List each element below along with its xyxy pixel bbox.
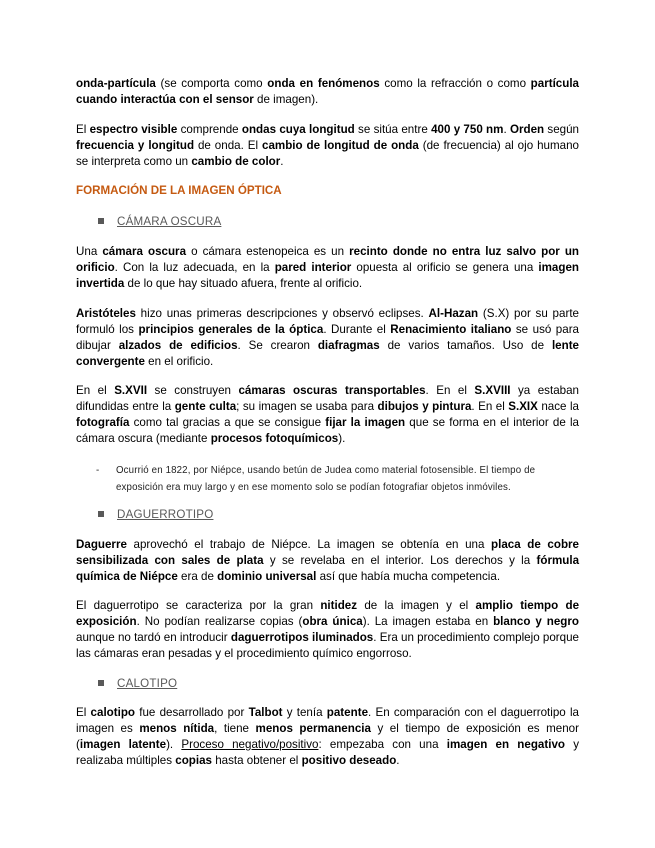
paragraph-aristoteles: [76, 306, 579, 370]
bold-text-run: alzados de edificios: [118, 339, 238, 352]
text-run: ).: [338, 432, 346, 445]
text-run: opuesta al orificio se genera una: [351, 261, 539, 274]
text-run: . En el: [471, 400, 509, 413]
text-run: ). La imagen estaba en: [362, 615, 494, 628]
text-run: hasta obtener el: [211, 754, 302, 767]
bold-text-run: cámara oscura: [102, 245, 187, 258]
dash-bullet: -: [96, 465, 100, 476]
text-run: , tiene: [214, 722, 256, 735]
bold-text-run: Aristóteles: [76, 307, 136, 320]
text-run: . En comparación con el daguerrotipo la imagen es: [76, 706, 579, 735]
bold-text-run: S.XVIII: [474, 384, 511, 397]
text-run: . Era un procedimiento complejo porque las cámaras eran pesadas y el procedimiento químico engorroso.: [76, 631, 579, 660]
text-run: . En el: [425, 384, 475, 397]
paragraph-siglos: [76, 383, 579, 447]
paragraph-daguerrotipo-caracteristicas: [76, 598, 579, 662]
text-run: fue desarrollado por: [135, 706, 249, 719]
text-run: se construyen: [147, 384, 239, 397]
paragraph-onda-particula: [76, 76, 579, 108]
bold-text-run: fórmula química de Niépce: [76, 554, 580, 583]
bold-text-run: gente culta: [174, 400, 237, 413]
bold-text-run: positivo deseado: [301, 754, 397, 767]
text-run: según: [544, 123, 579, 136]
bold-text-run: espectro visible: [89, 123, 178, 136]
text-run: .: [503, 123, 510, 136]
bold-text-run: imagen invertida: [76, 261, 579, 290]
text-run: En el: [76, 384, 115, 397]
text-run: se sitúa entre: [354, 123, 432, 136]
bold-text-run: menos nítida: [139, 722, 215, 735]
text-run: Una: [76, 245, 103, 258]
bold-text-run: Renacimiento italiano: [390, 323, 512, 336]
subheading-label: CALOTIPO: [117, 677, 178, 690]
square-bullet-icon: [98, 680, 104, 686]
text-run: .: [280, 155, 284, 168]
text-run: ya estaban difundidas entre la: [76, 384, 579, 413]
bold-text-run: fotografía: [76, 416, 130, 429]
bold-text-run: S.XVII: [114, 384, 148, 397]
bold-text-run: Al-Hazan: [428, 307, 479, 320]
bold-text-run: dibujos y pintura: [377, 400, 472, 413]
bold-text-run: ondas cuya longitud: [241, 123, 355, 136]
text-run: aunque no tardó en introducir: [76, 631, 231, 644]
text-run: como la refracción o como: [379, 77, 531, 90]
bold-text-run: onda en fenómenos: [267, 77, 380, 90]
underlined-text-run: Proceso negativo/positivo: [181, 738, 319, 751]
bold-text-run: recinto donde no entra luz salvo por un orificio: [76, 245, 579, 274]
paragraph-calotipo: [76, 705, 579, 769]
text-run: hizo unas primeras descripciones y observó eclipses.: [135, 307, 429, 320]
bold-text-run: nitidez: [320, 599, 358, 612]
text-run: se usó para dibujar: [76, 323, 580, 352]
bold-text-run: blanco y negro: [493, 615, 579, 628]
text-run: de lo que hay situado afuera, frente al orificio.: [124, 277, 363, 290]
note-niepce: [96, 462, 581, 496]
text-run: .: [396, 754, 400, 767]
bold-text-run: copias: [175, 754, 212, 767]
text-run: así que había mucha competencia.: [316, 570, 501, 583]
bold-text-run: calotipo: [90, 706, 135, 719]
text-run: era de: [177, 570, 218, 583]
paragraph-espectro-visible: [76, 122, 579, 170]
bold-text-run: imagen en negativo: [446, 738, 565, 751]
text-run: ).: [166, 738, 182, 751]
bold-text-run: Talbot: [248, 706, 283, 719]
text-run: y tenía: [282, 706, 327, 719]
text-run: y realizaba múltiples: [76, 738, 579, 767]
note-text: Ocurrió en 1822, por Niépce, usando betún de Judea como material fotosensible. El tiempo de exposición era muy largo y en ese momento solo se podían fotografiar objetos inmóviles.: [116, 465, 536, 493]
bold-text-run: patente: [326, 706, 369, 719]
text-run: o cámara estenopeica es un: [186, 245, 350, 258]
text-run: que se forma en el interior de la cámara oscura (mediante: [76, 416, 579, 445]
text-run: como tal gracias a que se consigue: [129, 416, 326, 429]
text-run: de onda. El: [194, 139, 262, 152]
text-run: (se comporta como: [155, 77, 268, 90]
bold-text-run: onda-partícula: [76, 77, 156, 90]
text-run: : empezaba con una: [318, 738, 447, 751]
square-bullet-icon: [98, 511, 104, 517]
text-run: ; su imagen se usaba para: [236, 400, 378, 413]
bold-text-run: menos permanencia: [255, 722, 371, 735]
bold-text-run: pared interior: [274, 261, 352, 274]
text-run: comprende: [177, 123, 242, 136]
bold-text-run: 400 y 750 nm: [431, 123, 504, 136]
bold-text-run: lente convergente: [76, 339, 579, 368]
bold-text-run: amplio tiempo de exposición: [76, 599, 580, 628]
text-run: en el orificio.: [144, 355, 214, 368]
section-heading: FORMACIÓN DE LA IMAGEN ÓPTICA: [76, 184, 282, 197]
subheading-camara-oscura: [98, 214, 498, 230]
bold-text-run: cámaras oscuras transportables: [238, 384, 426, 397]
text-run: (S.X) por su parte formuló los: [76, 307, 579, 336]
text-run: . Con la luz adecuada, en la: [114, 261, 275, 274]
text-run: El: [76, 706, 91, 719]
square-bullet-icon: [98, 218, 104, 224]
text-run: nace la: [537, 400, 579, 413]
paragraph-camara-oscura: [76, 244, 579, 292]
bold-text-run: cambio de longitud de onda: [262, 139, 419, 152]
text-run: y el tiempo de exposición es menor (: [76, 722, 579, 751]
text-run: El: [76, 123, 90, 136]
text-run: (de frecuencia) al ojo humano se interpreta como un: [76, 139, 579, 168]
subheading-daguerrotipo: [98, 507, 498, 523]
bold-text-run: partícula cuando interactúa con el sensor: [76, 77, 579, 106]
bold-text-run: procesos fotoquímicos: [210, 432, 339, 445]
text-run: y se revelaba en el interior. Los derechos y la: [263, 554, 537, 567]
paragraph-daguerre: [76, 537, 579, 585]
bold-text-run: frecuencia y longitud: [76, 139, 195, 152]
subheading-calotipo: [98, 676, 498, 692]
bold-text-run: principios generales de la óptica: [138, 323, 324, 336]
bold-text-run: S.XIX: [508, 400, 538, 413]
subheading-label: DAGUERROTIPO: [117, 508, 214, 521]
bold-text-run: imagen latente: [79, 738, 167, 751]
subheading-label: CÁMARA OSCURA: [117, 215, 222, 228]
bold-text-run: Daguerre: [76, 538, 127, 551]
text-run: de la imagen y el: [357, 599, 476, 612]
text-run: de varios tamaños. Uso de: [379, 339, 552, 352]
bold-text-run: placa de cobre sensibilizada con sales de plata: [76, 538, 579, 567]
bold-text-run: diafragmas: [317, 339, 380, 352]
bold-text-run: fijar la imagen: [325, 416, 406, 429]
text-run: . Se crearon: [237, 339, 318, 352]
bold-text-run: daguerrotipos iluminados: [230, 631, 374, 644]
bold-text-run: Orden: [509, 123, 545, 136]
text-run: El daguerrotipo se caracteriza por la gran: [76, 599, 321, 612]
text-run: de imagen).: [253, 93, 319, 106]
bold-text-run: obra única: [302, 615, 363, 628]
text-run: . Durante el: [323, 323, 391, 336]
bold-text-run: dominio universal: [217, 570, 317, 583]
bold-text-run: cambio de color: [191, 155, 281, 168]
text-run: . No podían realizarse copias (: [136, 615, 303, 628]
text-run: aprovechó el trabajo de Niépce. La imagen se obtenía en una: [126, 538, 492, 551]
